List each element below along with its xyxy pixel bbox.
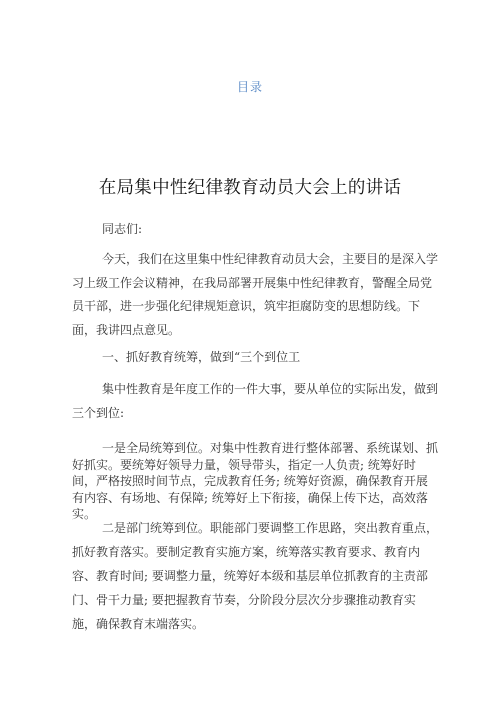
- paragraph-point-two: 二是部门统筹到位。职能部门要调整工作思路，突出教育重点，抓好教育落实。要制定教育实施方案，统筹落实教育要求、教育内容、教育时间; 要调整力量，统筹好本级和基层单位抓教育的主责部门、骨干力量; 要把握教育节奏，分阶段分层次分步骤推动教育实施，确保教育末端落实。: [72, 521, 439, 631]
- toc-link[interactable]: 目录: [236, 80, 263, 94]
- document-title: 在局集中性纪律教育动员大会上的讲话: [98, 178, 402, 198]
- paragraph-point-one: 一是全局统筹到位。对集中性教育进行整体部署、系统谋划、抓好抓实。要统筹好领导力量，领导带头，指定一人负责; 统筹好时间，严格按照时间节点，完成教育任务; 统筹好资源，确保教育开展有内容、有场地、有保障; 统筹好上下衔接，确保上传下达，高效落实。: [72, 441, 439, 521]
- paragraph-section-one: 集中性教育是年度工作的一件大事，要从单位的实际出发，做到三个到位:: [72, 382, 439, 420]
- paragraph-intro: 今天，我们在这里集中性纪律教育动员大会，主要目的是深入学习上级工作会议精神，在我局部署开展集中性纪律教育，警醒全局党员干部，进一步强化纪律规矩意识，筑牢拒腐防变的思想防线。下面，我讲四点意见。: [72, 252, 439, 337]
- section-heading-one: 一、抓好教育统筹，做到“三个到位工: [102, 350, 301, 364]
- salutation: 同志们:: [102, 222, 143, 236]
